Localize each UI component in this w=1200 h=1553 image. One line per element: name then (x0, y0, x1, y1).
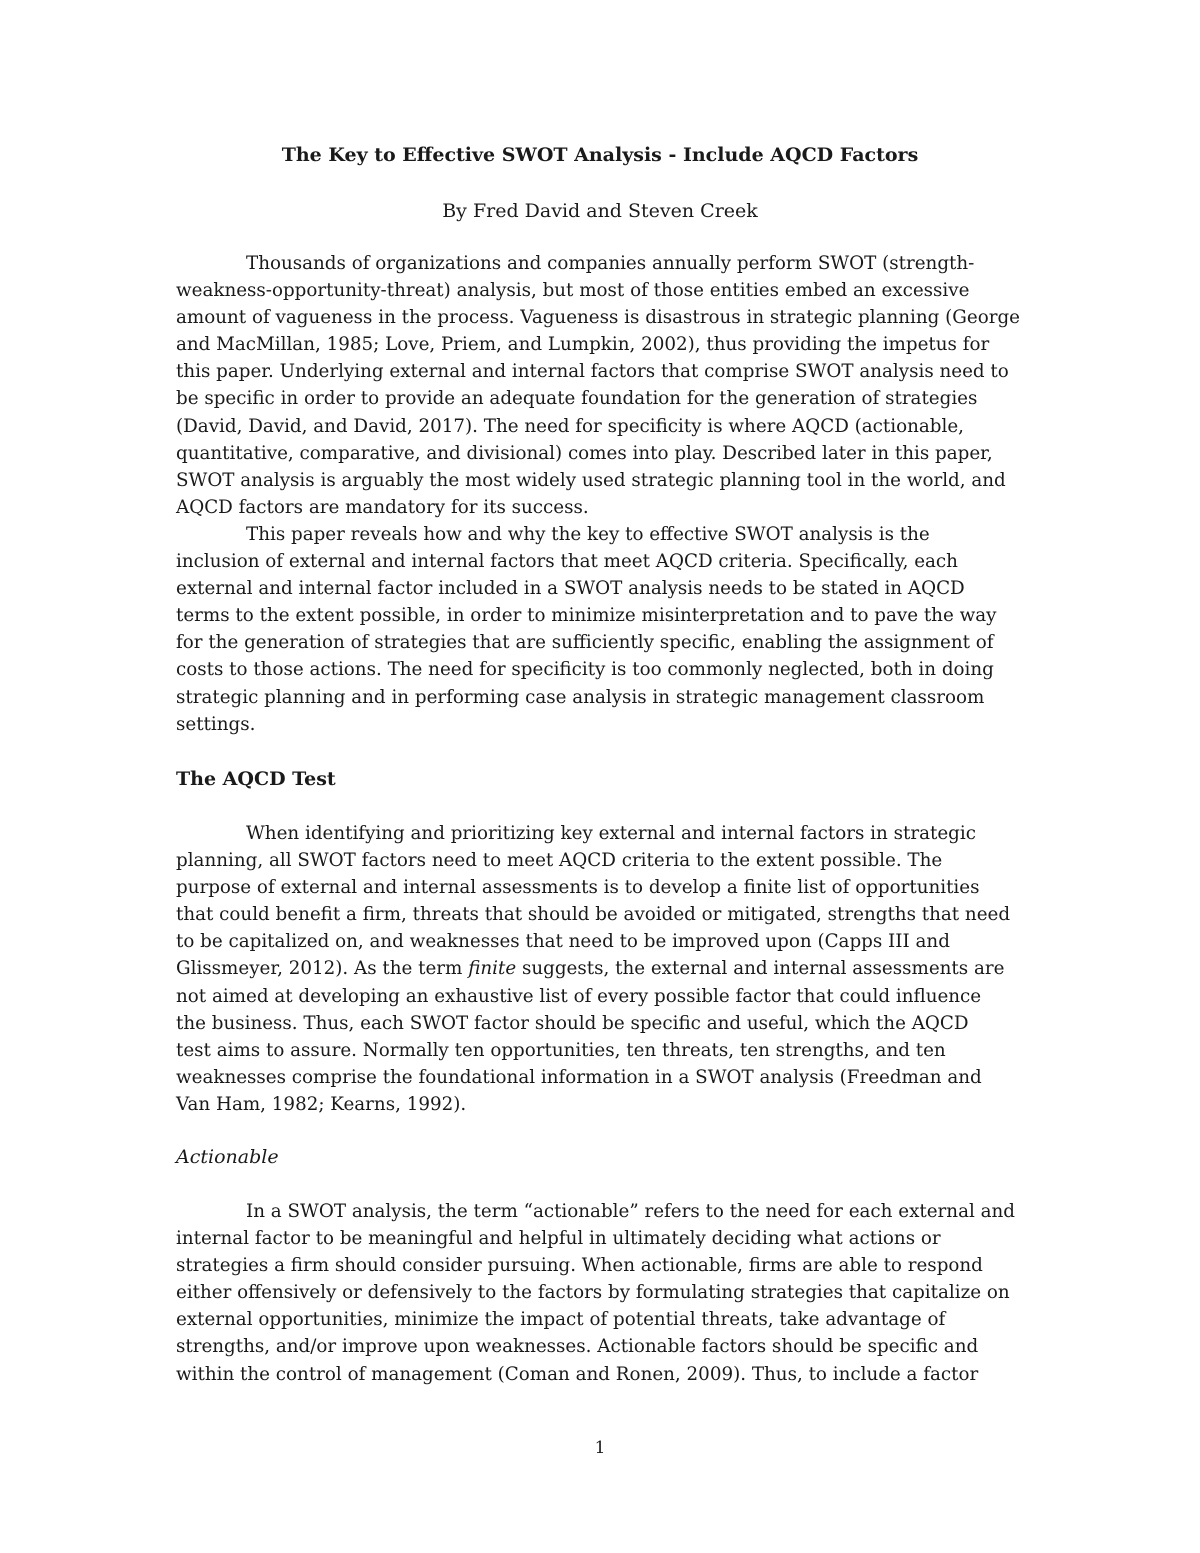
text-line: external and internal factor included in a SWOT analysis needs to be stated in AQCD (176, 578, 965, 600)
document-title: The Key to Effective SWOT Analysis - Include AQCD Factors (281, 144, 919, 166)
text-line: external opportunities, minimize the impact of potential threats, take advantage of (176, 1309, 946, 1331)
text-line: and MacMillan, 1985; Love, Priem, and Lumpkin, 2002), thus providing the impetus for (176, 334, 990, 356)
aqcd-test-paragraph (176, 820, 1028, 1118)
text-line: purpose of external and internal assessments is to develop a finite list of opportunities (176, 877, 980, 899)
text-line-with-emphasis (176, 955, 1028, 982)
document-byline: By Fred David and Steven Creek (442, 200, 758, 222)
text-line: costs to those actions. The need for specificity is too commonly neglected, both in doing (176, 659, 994, 681)
subsection-heading-actionable: Actionable (176, 1146, 279, 1168)
text-line: Van Ham, 1982; Kearns, 1992). (176, 1093, 467, 1115)
intro-paragraph-1 (176, 250, 1028, 521)
text-line: This paper reveals how and why the key to effective SWOT analysis is the (246, 524, 930, 545)
section-heading-aqcd-test: The AQCD Test (176, 768, 336, 790)
text-line: within the control of management (Coman and Ronen, 2009). Thus, to include a factor (176, 1363, 979, 1385)
text-line: the business. Thus, each SWOT factor should be specific and useful, which the AQCD (176, 1012, 969, 1034)
text-line: SWOT analysis is arguably the most widely used strategic planning tool in the world, and (176, 469, 1006, 491)
text-line: internal factor to be meaningful and helpful in ultimately deciding what actions or (176, 1228, 941, 1250)
text-line: strategies a firm should consider pursuing. When actionable, firms are able to respond (176, 1255, 983, 1277)
text-line: for the generation of strategies that are sufficiently specific, enabling the assignment of (176, 632, 994, 654)
text-line: that could benefit a firm, threats that should be avoided or mitigated, strengths that need (176, 904, 1011, 926)
text-line: AQCD factors are mandatory for its success. (176, 496, 589, 518)
page-number: 1 (594, 1438, 606, 1458)
text-line: test aims to assure. Normally ten opportunities, ten threats, ten strengths, and ten (176, 1039, 946, 1061)
text-line: to be capitalized on, and weaknesses that need to be improved upon (Capps III and (176, 931, 950, 953)
text-line: When identifying and prioritizing key external and internal factors in strategic (246, 823, 976, 844)
text-line: inclusion of external and internal factors that meet AQCD criteria. Specifically, each (176, 551, 958, 573)
text-line: amount of vagueness in the process. Vagueness is disastrous in strategic planning (George (176, 307, 1020, 329)
text-line: (David, David, and David, 2017). The need for specificity is where AQCD (actionable, (176, 415, 964, 437)
text-run: Glissmeyer, 2012). As the term (176, 958, 469, 980)
emphasis-finite: finite (468, 958, 517, 980)
text-line: strengths, and/or improve upon weaknesses. Actionable factors should be specific and (176, 1336, 979, 1358)
text-run: suggests, the external and internal assessments are (516, 958, 1005, 980)
text-line: this paper. Underlying external and internal factors that comprise SWOT analysis need to (176, 361, 1009, 383)
text-line: planning, all SWOT factors need to meet AQCD criteria to the extent possible. The (176, 850, 943, 872)
text-line: weaknesses comprise the foundational information in a SWOT analysis (Freedman and (176, 1066, 982, 1088)
text-line: be specific in order to provide an adequate foundation for the generation of strategies (176, 388, 978, 410)
text-line: quantitative, comparative, and divisional) comes into play. Described later in this paper, (176, 442, 993, 464)
text-line: terms to the extent possible, in order to minimize misinterpretation and to pave the way (176, 605, 997, 627)
intro-paragraph-2 (176, 521, 1028, 738)
actionable-paragraph (176, 1198, 1028, 1388)
text-line: Thousands of organizations and companies annually perform SWOT (strength- (246, 253, 975, 274)
text-line: weakness-opportunity-threat) analysis, but most of those entities embed an excessive (176, 280, 970, 302)
text-line: settings. (176, 713, 256, 735)
text-line: strategic planning and in performing case analysis in strategic management classroom (176, 686, 985, 708)
text-line: In a SWOT analysis, the term “actionable” refers to the need for each external and (246, 1201, 1015, 1222)
text-line: not aimed at developing an exhaustive list of every possible factor that could influence (176, 985, 982, 1007)
text-line: either offensively or defensively to the factors by formulating strategies that capitalize on (176, 1282, 1010, 1304)
